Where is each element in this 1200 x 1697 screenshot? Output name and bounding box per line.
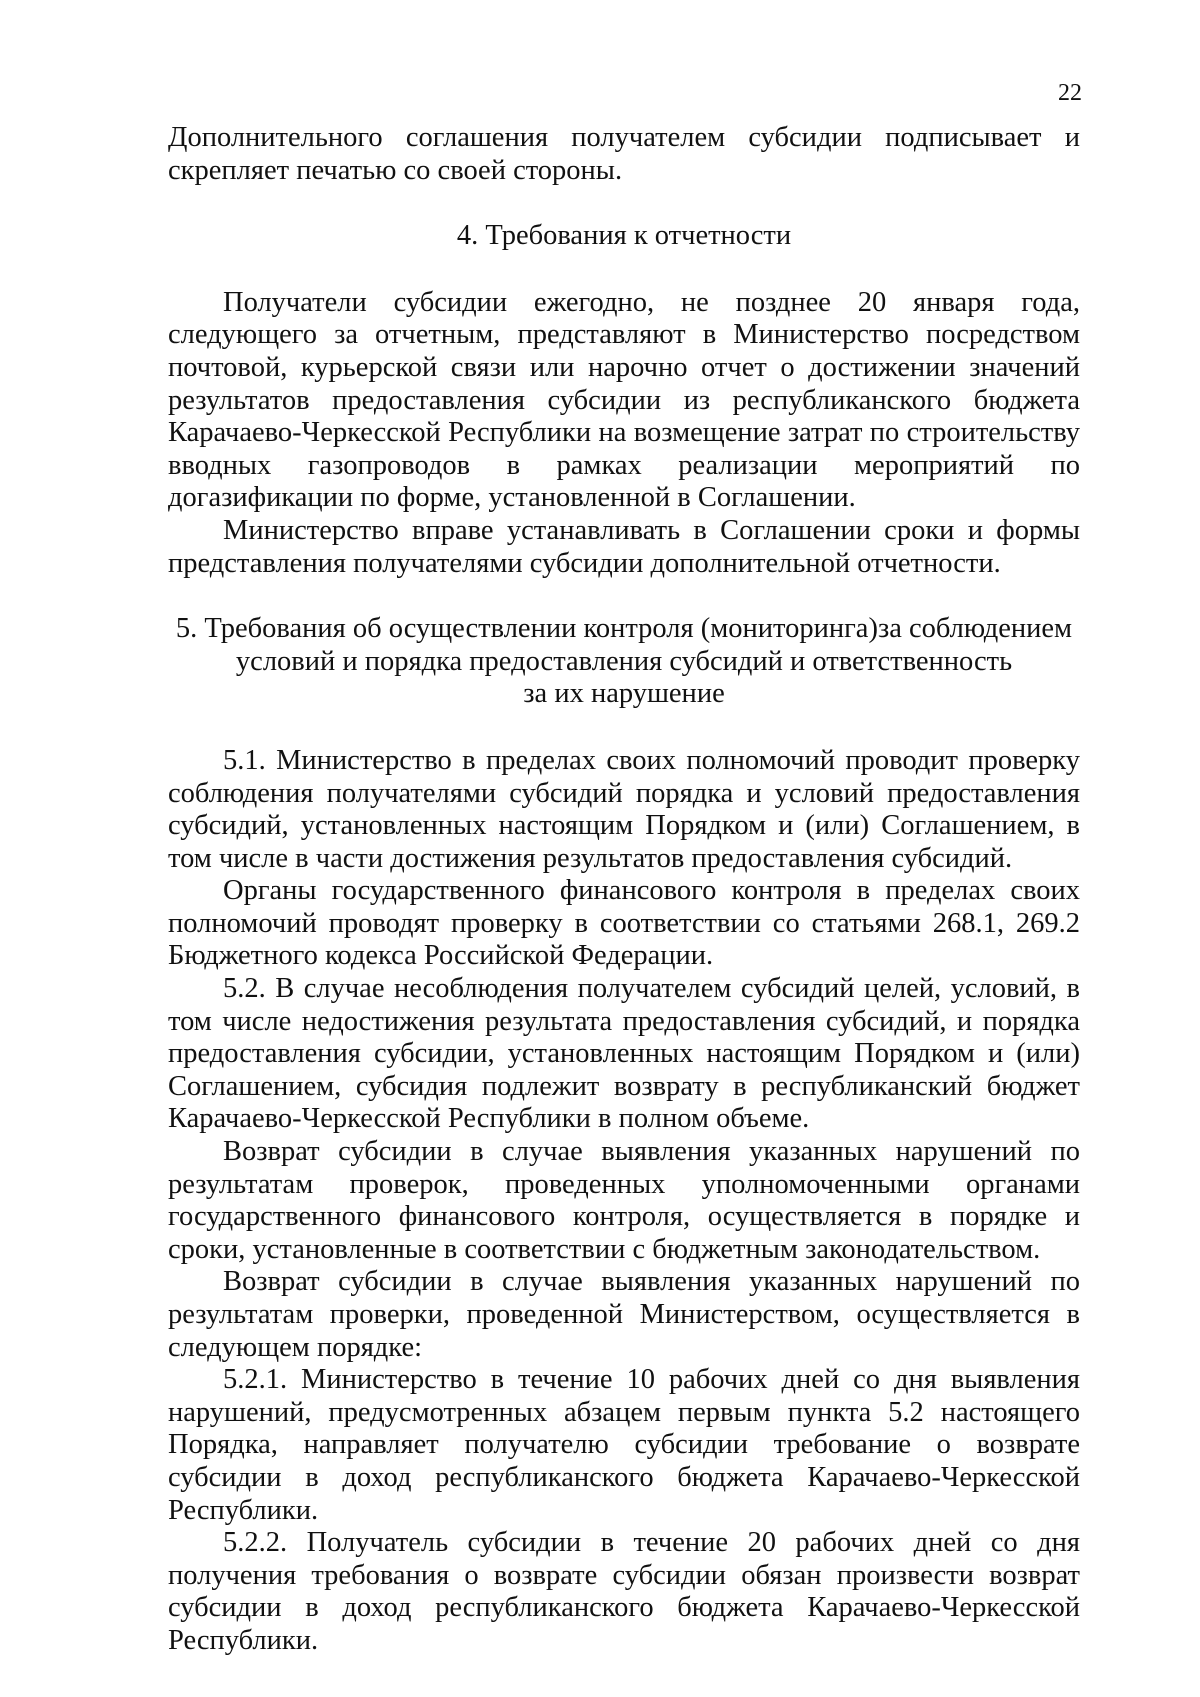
paragraph-5-1-financial-control: Органы государственного финансового контроля в пределах своих полномочий проводят проверку в соответствии со статьями 268.1, 269.2 Бюджетного кодекса Российской Федерации. [168,875,1080,972]
paragraph-4-2: Министерство вправе устанавливать в Соглашении сроки и формы представления получателями субсидии дополнительной отчетности. [168,514,1080,579]
section-heading-5-line-2: условий и порядка предоставления субсидий и ответственность [235,645,1013,677]
section-heading-5 [168,613,1080,711]
document-body [168,122,1080,1658]
paragraph-5-2-1: 5.2.1. Министерство в течение 10 рабочих дней со дня выявления нарушений, предусмотренных абзацем первым пункта 5.2 настоящего Порядка, направляет получателю субсидии требование о возврате субсидии в доход республиканского бюджета Карачаево-Черкесской Республики. [168,1364,1080,1526]
paragraph-5-2-return-by-control-bodies: Возврат субсидии в случае выявления указанных нарушений по результатам проверок, проведенных уполномоченными органами государственного финансового контроля, осуществляется в порядке и сроки, установленные в соответствии с бюджетным законодательством. [168,1136,1080,1265]
paragraph-5-2-2: 5.2.2. Получатель субсидии в течение 20 рабочих дней со дня получения требования о возврате субсидии обязан произвести возврат субсидии в доход республиканского бюджета Карачаево-Черкесской Республики. [168,1527,1080,1656]
section-heading-5-line-3: за их нарушение [523,678,725,710]
section-heading-5-line-1: 5. Требования об осуществлении контроля (мониторинга)за соблюдением [175,613,1073,645]
paragraph-5-1: 5.1. Министерство в пределах своих полномочий проводит проверку соблюдения получателями субсидий порядка и условий предоставления субсидий, установленных настоящим Порядком и (или) Соглашением, в том числе в части достижения результатов предоставления субсидий. [168,744,1080,874]
section-heading-4: 4. Требования к отчетности [456,220,792,252]
paragraph-5-2: 5.2. В случае несоблюдения получателем субсидий целей, условий, в том числе недостижения результата предоставления субсидий, и порядка предоставления субсидии, установленных настоящим Порядком и (или) Соглашением, субсидия подлежит возврату в республиканский бюджет Карачаево-Черкесской Республики в полном объеме. [168,973,1080,1135]
page-number: 22 [1058,80,1082,106]
paragraph-4-1: Получатели субсидии ежегодно, не позднее 20 января года, следующего за отчетным, представляют в Министерство посредством почтовой, курьерской связи или нарочно отчет о достижении значений результатов предоставления субсидии из республиканского бюджета Карачаево-Черкесской Республики на возмещение затрат по строительству вводных газопроводов в рамках реализации мероприятий по догазификации по форме, установленной в Соглашении. [168,286,1080,514]
paragraph-continuation: Дополнительного соглашения получателем субсидии подписывает и скрепляет печатью со своей стороны. [168,122,1080,186]
paragraph-5-2-return-by-ministry: Возврат субсидии в случае выявления указанных нарушений по результатам проверки, проведенной Министерством, осуществляется в следующем порядке: [168,1266,1080,1363]
